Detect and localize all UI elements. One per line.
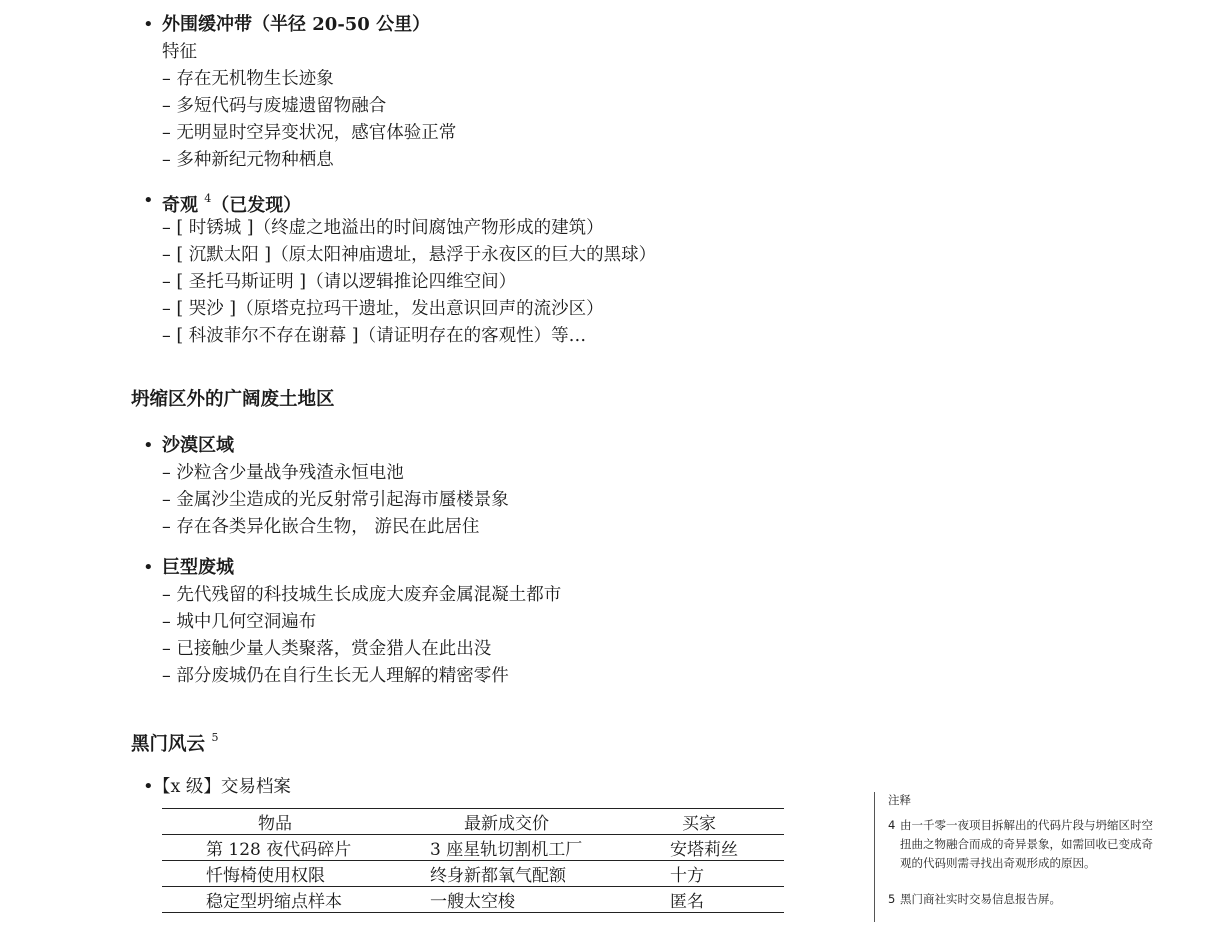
table-cell: 3 座星轨切割机工厂 [430, 840, 583, 860]
list-item: – [ 科波菲尔不存在谢幕 ]（请证明存在的客观性）等… [162, 326, 587, 346]
list-item: – 多短代码与废墟遗留物融合 [162, 96, 387, 116]
list-item: – 先代残留的科技城生长成庞大废弃金属混凝土都市 [162, 585, 562, 605]
bullet-marker: • [143, 435, 154, 456]
list-item: – 部分废城仍在自行生长无人理解的精密零件 [162, 666, 509, 686]
list-item: – [ 圣托马斯证明 ]（请以逻辑推论四维空间） [162, 272, 517, 292]
list-item: – [ 沉默太阳 ]（原太阳神庙遗址，悬浮于永夜区的巨大的黑球） [162, 245, 657, 265]
footnote-ref-4[interactable]: 4 [204, 192, 212, 205]
table-row [162, 861, 784, 887]
section-title-black-market [131, 728, 218, 757]
bullet-marker: • [143, 776, 154, 797]
table-cell: 忏悔椅使用权限 [206, 866, 325, 886]
table-cell: 匿名 [670, 892, 704, 912]
wonders-heading-suffix: （已发现） [211, 195, 302, 216]
outer-buffer-subheading: 特征 [162, 42, 197, 62]
list-item: – 无明显时空异变状况，感官体验正常 [162, 123, 457, 143]
list-item: – 金属沙尘造成的光反射常引起海市蜃楼景象 [162, 490, 509, 510]
table-cell: 安塔莉丝 [670, 840, 738, 860]
table-header-row [162, 809, 784, 835]
city-heading: 巨型废城 [162, 557, 234, 578]
notes-title: 注释 [888, 793, 911, 807]
table-row [162, 887, 784, 913]
list-item: – 存在各类异化嵌合生物， 游民在此居住 [162, 517, 480, 537]
list-item: – 沙粒含少量战争残渣永恒电池 [162, 463, 404, 483]
desert-heading: 沙漠区域 [162, 435, 234, 456]
table-cell: 稳定型坍缩点样本 [206, 892, 342, 912]
note-text: 由一千零一夜项目拆解出的代码片段与坍缩区时空扭曲之物融合而成的奇异景象，如需回收已变成奇观的代码则需寻找出奇观形成的原因。 [900, 818, 1153, 870]
bullet-marker: • [143, 557, 154, 578]
note-item [888, 890, 1158, 909]
margin-notes [874, 792, 1165, 922]
archive-label: 【x 级】交易档案 [153, 777, 291, 797]
trade-table [162, 808, 784, 913]
section-title-wasteland: 坍缩区外的广阔废土地区 [131, 389, 335, 410]
wonders-heading [162, 190, 301, 217]
outer-buffer-heading: 外围缓冲带（半径 20-50 公里） [162, 14, 431, 35]
list-item: – 存在无机物生长迹象 [162, 69, 334, 89]
column-header-item: 物品 [258, 814, 292, 834]
column-header-buyer: 买家 [682, 814, 716, 834]
note-number: 5 [888, 892, 896, 906]
black-market-title-text: 黑门风云 [131, 734, 206, 756]
list-item: – [ 时锈城 ]（终虚之地溢出的时间腐蚀产物形成的建筑） [162, 218, 604, 238]
wonders-heading-text: 奇观 [162, 195, 198, 216]
table-cell: 一艘太空梭 [430, 892, 515, 912]
note-item [888, 816, 1158, 873]
column-header-price: 最新成交价 [464, 814, 549, 834]
table-cell: 十方 [670, 866, 704, 886]
list-item: – 城中几何空洞遍布 [162, 612, 317, 632]
table-row [162, 835, 784, 861]
note-number: 4 [888, 818, 896, 832]
table-cell: 第 128 夜代码碎片 [206, 840, 352, 860]
list-item: – [ 哭沙 ]（原塔克拉玛干遗址，发出意识回声的流沙区） [162, 299, 604, 319]
list-item: – 已接触少量人类聚落，赏金猎人在此出没 [162, 639, 492, 659]
footnote-ref-5[interactable]: 5 [211, 731, 219, 744]
bullet-marker: • [143, 190, 154, 211]
bullet-marker: • [143, 14, 154, 35]
list-item: – 多种新纪元物种栖息 [162, 150, 334, 170]
table-cell: 终身新都氧气配额 [430, 866, 566, 886]
note-text: 黑门商社实时交易信息报告屏。 [900, 892, 1061, 906]
